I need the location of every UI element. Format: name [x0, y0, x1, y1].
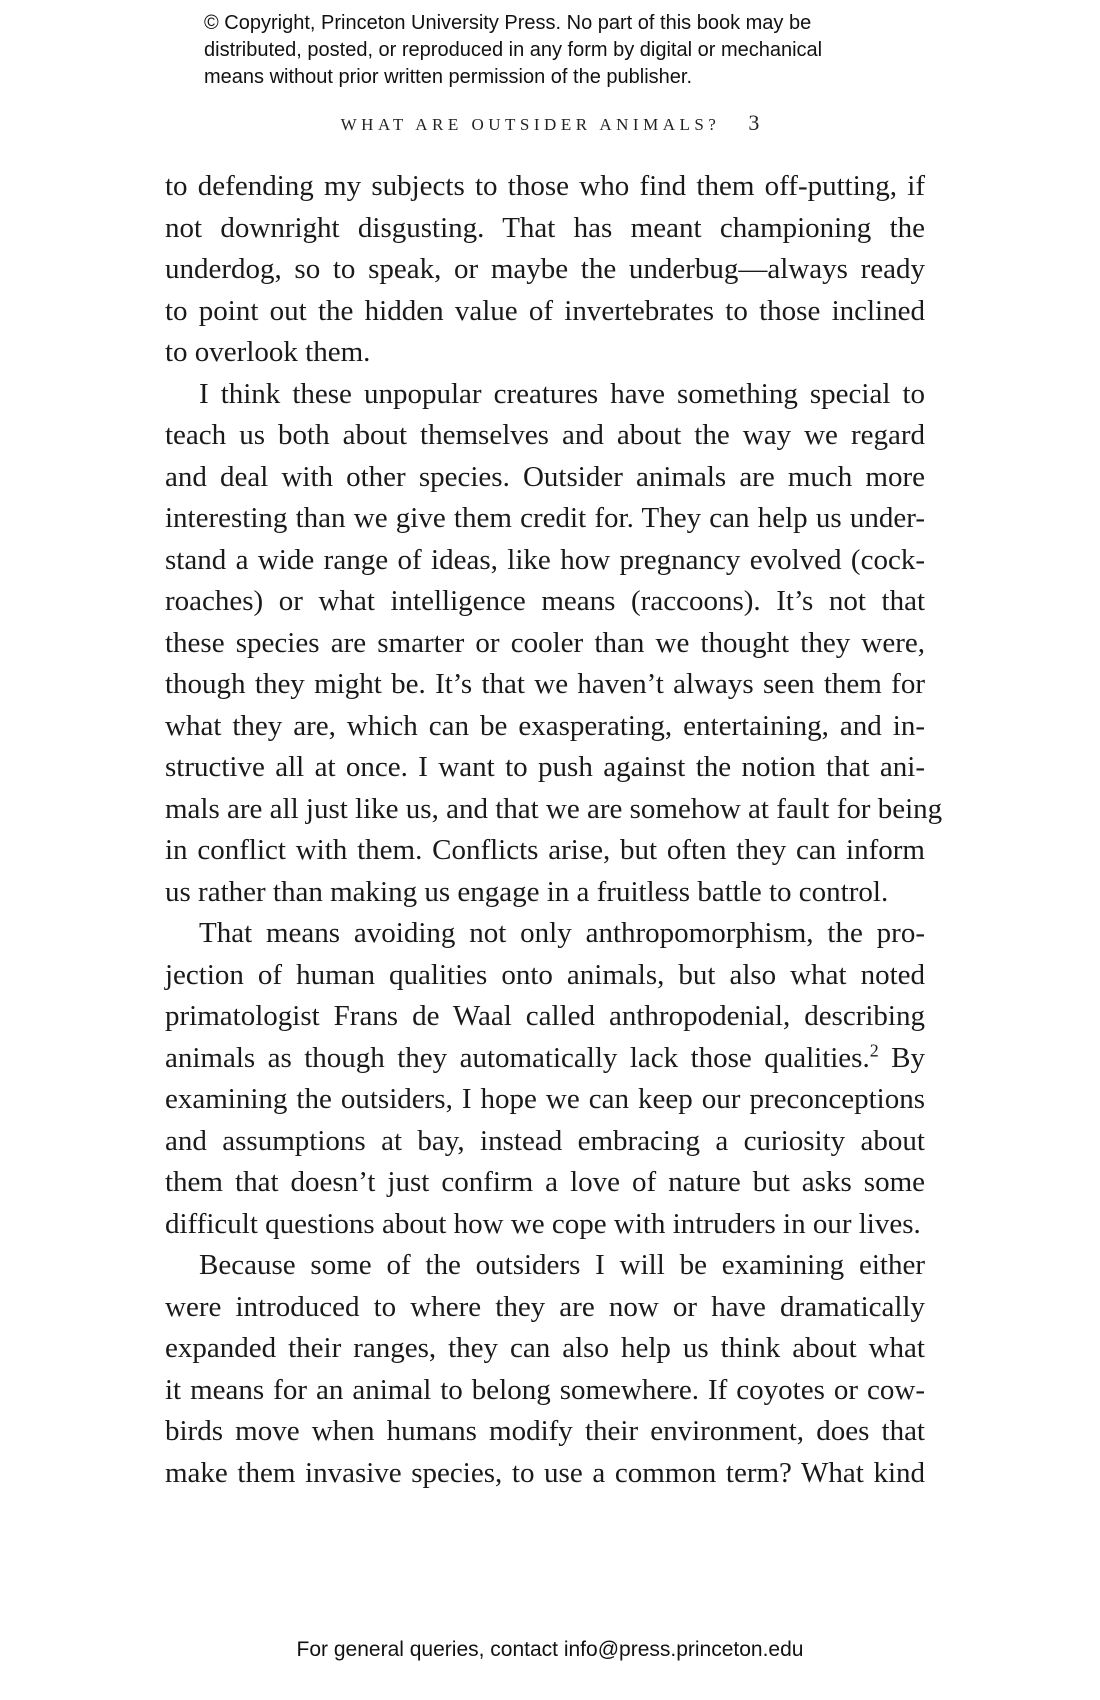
- text-line: and deal with other species. Outsider animals are much more: [165, 460, 925, 493]
- text-line: us rather than making us engage in a fruitless battle to control.: [165, 875, 889, 908]
- text-line: examining the outsiders, I hope we can keep our preconceptions: [165, 1083, 925, 1115]
- text-line: primatologist Frans de Waal called anthropodenial, describing: [165, 1000, 925, 1032]
- text-line: were introduced to where they are now or have dramatically: [165, 1290, 925, 1323]
- text-line: these species are smarter or cooler than we thought they were,: [165, 626, 925, 659]
- text-line: I think these unpopular creatures have something special to: [199, 377, 925, 410]
- text-line: teach us both about themselves and about the way we regard: [165, 419, 925, 451]
- text-line: jection of human qualities onto animals, but also what noted: [165, 958, 925, 991]
- copyright-notice: [204, 10, 964, 91]
- text-line: birds move when humans modify their environment, does that: [165, 1415, 925, 1447]
- text-line: [165, 1038, 925, 1080]
- copyright-line: means without prior written permission of the publisher.: [204, 66, 693, 88]
- text-line: it means for an animal to belong somewhere. If coyotes or cow-: [165, 1373, 925, 1406]
- text-line: make them invasive species, to use a common term? What kind: [165, 1456, 925, 1489]
- text-line: to defending my subjects to those who find them off-putting, if: [165, 170, 925, 202]
- text-line: expanded their ranges, they can also help us think about what: [165, 1332, 925, 1364]
- text-line: stand a wide range of ideas, like how pregnancy evolved (cock-: [165, 543, 925, 576]
- text-line-tail: By: [878, 1041, 925, 1074]
- text-line: them that doesn’t just confirm a love of nature but asks some: [165, 1166, 925, 1198]
- text-line: underdog, so to speak, or maybe the underbug—always ready: [165, 253, 925, 285]
- text-line: That means avoiding not only anthropomorphism, the pro-: [199, 917, 925, 949]
- footnote-marker[interactable]: 2: [869, 1039, 879, 1060]
- chapter-title: WHAT ARE OUTSIDER ANIMALS?: [340, 115, 721, 134]
- running-head: [0, 110, 1100, 136]
- text-line: in conflict with them. Conflicts arise, but often they can inform: [165, 834, 925, 866]
- copyright-line: distributed, posted, or reproduced in any form by digital or mechanical: [204, 39, 823, 61]
- text-line: roaches) or what intelligence means (raccoons). It’s not that: [165, 585, 925, 617]
- page-number: 3: [748, 110, 760, 135]
- text-line: to overlook them.: [165, 336, 371, 368]
- copyright-line: © Copyright, Princeton University Press. No part of this book may be: [204, 12, 812, 34]
- text-line: and assumptions at bay, instead embracing a curiosity about: [165, 1124, 925, 1157]
- body-text: [165, 166, 943, 1494]
- text-line: structive all at once. I want to push against the notion that ani-: [165, 751, 925, 783]
- footer-contact: For general queries, contact info@press.princeton.edu: [296, 1638, 804, 1661]
- text-line: what they are, which can be exasperating, entertaining, and in-: [165, 709, 925, 742]
- text-line: though they might be. It’s that we haven’t always seen them for: [165, 668, 925, 700]
- text-line-body: animals as though they automatically lack those qualities.: [165, 1041, 870, 1074]
- text-line: not downright disgusting. That has meant championing the: [165, 211, 925, 244]
- text-line: to point out the hidden value of invertebrates to those inclined: [165, 294, 925, 327]
- text-line: Because some of the outsiders I will be examining either: [199, 1249, 925, 1281]
- text-line: difficult questions about how we cope with intruders in our lives.: [165, 1207, 921, 1240]
- text-line: mals are all just like us, and that we are somehow at fault for being: [165, 792, 943, 825]
- text-line: interesting than we give them credit for. They can help us under-: [165, 502, 925, 534]
